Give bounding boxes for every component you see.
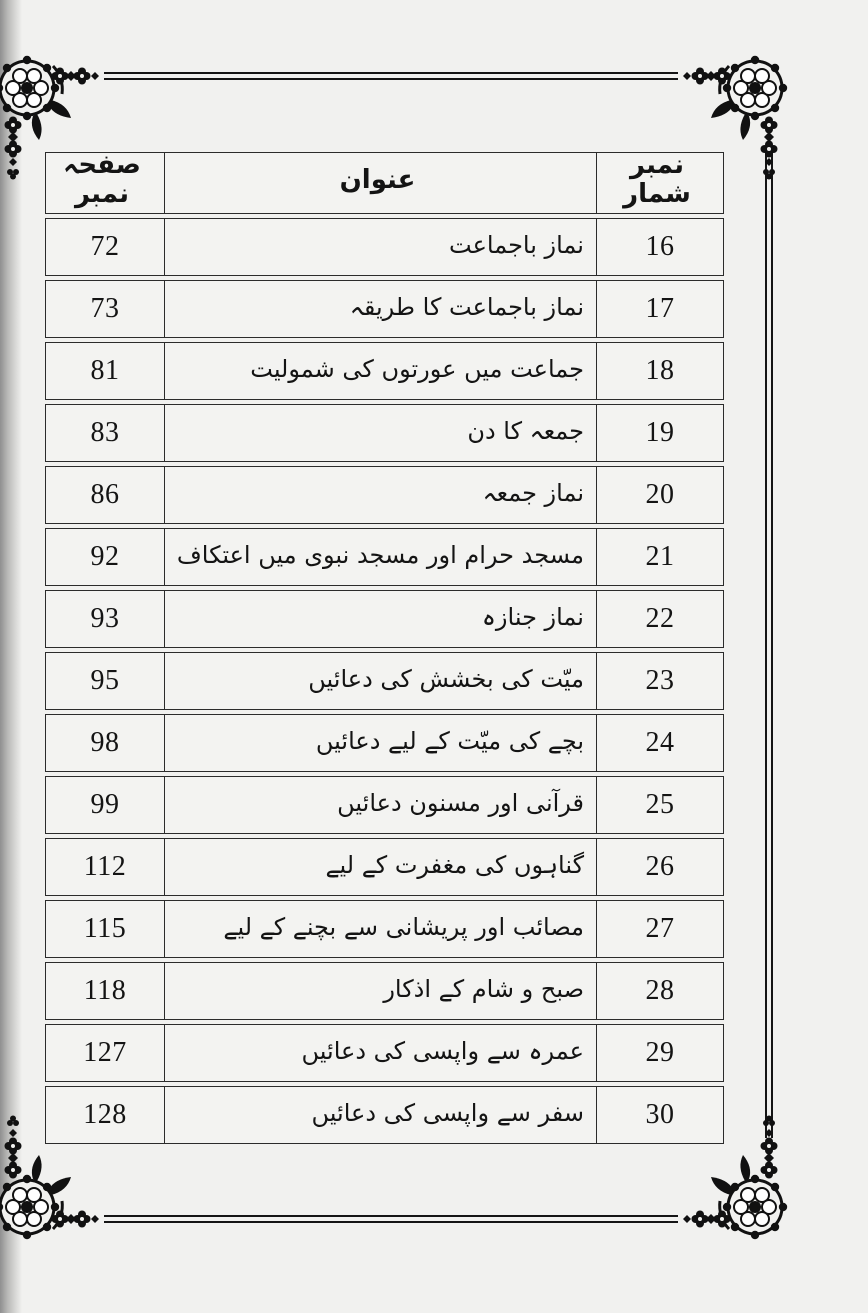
title-cell	[165, 218, 597, 276]
title-value: مسجد حرام اور مسجد نبوی میں اعتکاف	[176, 540, 584, 569]
page-number-value: 73	[90, 293, 120, 324]
title-cell	[165, 900, 597, 958]
serial-number-value: 18	[645, 355, 675, 386]
title-value: میّت کی بخشش کی دعائیں	[308, 664, 584, 693]
serial-number-cell	[597, 776, 724, 834]
title-cell	[165, 466, 597, 524]
serial-number-value: 19	[645, 417, 675, 448]
toc-row	[45, 900, 724, 958]
serial-number-value: 29	[645, 1037, 675, 1068]
title-cell	[165, 342, 597, 400]
serial-number-cell	[597, 342, 724, 400]
title-value: سفر سے واپسی کی دعائیں	[311, 1098, 584, 1127]
title-value: صبح و شام کے اذکار	[383, 974, 584, 1003]
page-number-value: 93	[90, 603, 120, 634]
page-number-value: 92	[90, 541, 120, 572]
serial-number-cell	[597, 466, 724, 524]
serial-number-cell	[597, 1086, 724, 1144]
title-value: نماز جمعہ	[482, 478, 584, 507]
page-number-cell	[45, 218, 165, 276]
page-number-value: 98	[90, 727, 120, 758]
serial-number-cell	[597, 218, 724, 276]
page-number-cell	[45, 590, 165, 648]
serial-number-value: 26	[645, 851, 675, 882]
serial-number-cell	[597, 838, 724, 896]
serial-number-value: 21	[645, 541, 675, 572]
title-cell	[165, 590, 597, 648]
page-number-cell	[45, 652, 165, 710]
title-cell	[165, 838, 597, 896]
page-number-header-label: صفحہ نمبر	[63, 150, 141, 209]
page-number-value: 72	[90, 231, 120, 262]
page-number-cell	[45, 404, 165, 462]
title-value: قرآنی اور مسنون دعائیں	[337, 788, 584, 817]
title-value: جماعت میں عورتوں کی شمولیت	[250, 354, 584, 383]
page-number-cell	[45, 900, 165, 958]
serial-number-cell	[597, 528, 724, 586]
page-number-cell	[45, 776, 165, 834]
toc-table	[45, 152, 724, 1144]
toc-row	[45, 962, 724, 1020]
serial-number-cell	[597, 404, 724, 462]
page-number-value: 83	[90, 417, 120, 448]
toc-row	[45, 714, 724, 772]
title-value: نماز باجماعت	[449, 230, 584, 259]
toc-row	[45, 838, 724, 896]
page-number-cell	[45, 280, 165, 338]
title-cell	[165, 528, 597, 586]
header-cell-serial-number	[597, 152, 724, 214]
title-cell	[165, 962, 597, 1020]
page-number-cell	[45, 1086, 165, 1144]
serial-number-cell	[597, 1024, 724, 1082]
serial-number-value: 17	[645, 293, 675, 324]
title-value: جمعہ کا دن	[467, 416, 584, 445]
serial-number-value: 25	[645, 789, 675, 820]
page-number-value: 95	[90, 665, 120, 696]
page-number-value: 81	[90, 355, 120, 386]
frame-line-top	[104, 72, 678, 80]
page-number-value: 86	[90, 479, 120, 510]
page-number-value: 127	[83, 1037, 127, 1068]
title-value: مصائب اور پریشانی سے بچنے کے لیے	[223, 912, 584, 941]
page-number-cell	[45, 342, 165, 400]
title-value: گناہوں کی مغفرت کے لیے	[325, 850, 584, 879]
serial-number-value: 27	[645, 913, 675, 944]
title-cell	[165, 1086, 597, 1144]
serial-number-value: 30	[645, 1099, 675, 1130]
serial-number-header-label: نمبر شمار	[623, 150, 691, 209]
toc-row	[45, 404, 724, 462]
title-cell	[165, 404, 597, 462]
toc-row	[45, 218, 724, 276]
toc-row	[45, 652, 724, 710]
frame-line-right	[765, 148, 773, 1138]
serial-number-value: 20	[645, 479, 675, 510]
page-number-cell	[45, 838, 165, 896]
page-number-value: 112	[83, 851, 127, 882]
serial-number-cell	[597, 900, 724, 958]
serial-number-value: 16	[645, 231, 675, 262]
serial-number-cell	[597, 714, 724, 772]
toc-row	[45, 528, 724, 586]
page-number-value: 115	[83, 913, 127, 944]
page-number-cell	[45, 1024, 165, 1082]
toc-row	[45, 1086, 724, 1144]
toc-row	[45, 466, 724, 524]
page-number-cell	[45, 466, 165, 524]
serial-number-value: 22	[645, 603, 675, 634]
title-cell	[165, 1024, 597, 1082]
header-cell-title	[165, 152, 597, 214]
title-value: بچے کی میّت کے لیے دعائیں	[315, 726, 584, 755]
page-number-value: 128	[83, 1099, 127, 1130]
page-number-value: 118	[83, 975, 127, 1006]
title-value: نماز باجماعت کا طریقہ	[349, 292, 584, 321]
frame-line-bottom	[104, 1215, 678, 1223]
toc-header-row	[45, 152, 724, 214]
toc-row	[45, 280, 724, 338]
page-number-cell	[45, 714, 165, 772]
title-cell	[165, 280, 597, 338]
serial-number-value: 28	[645, 975, 675, 1006]
page-number-cell	[45, 528, 165, 586]
page-number-cell	[45, 962, 165, 1020]
serial-number-cell	[597, 280, 724, 338]
toc-row	[45, 1024, 724, 1082]
serial-number-cell	[597, 590, 724, 648]
page-number-value: 99	[90, 789, 120, 820]
toc-row	[45, 342, 724, 400]
serial-number-value: 24	[645, 727, 675, 758]
header-cell-page-number	[45, 152, 165, 214]
title-cell	[165, 652, 597, 710]
title-header-label: عنوان	[339, 164, 416, 195]
title-cell	[165, 714, 597, 772]
toc-row	[45, 590, 724, 648]
serial-number-cell	[597, 962, 724, 1020]
title-value: عمرہ سے واپسی کی دعائیں	[301, 1036, 584, 1065]
title-cell	[165, 776, 597, 834]
toc-row	[45, 776, 724, 834]
title-value: نماز جنازہ	[481, 602, 584, 631]
serial-number-value: 23	[645, 665, 675, 696]
serial-number-cell	[597, 652, 724, 710]
